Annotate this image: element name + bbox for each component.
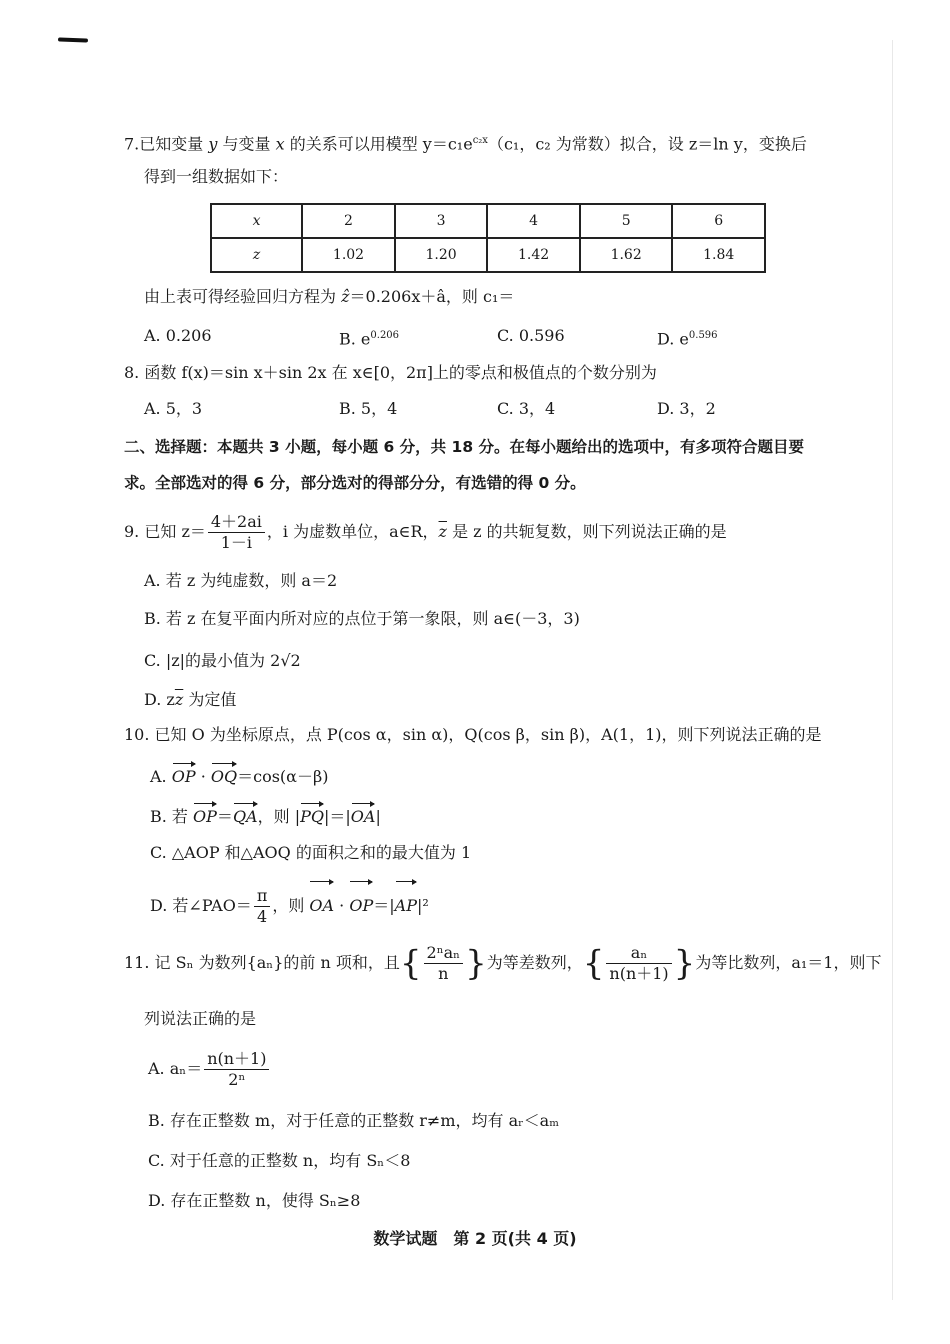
q7-regression-line: 由上表可得经验回归方程为 ẑ＝0.206x＋â，则 c₁＝: [144, 287, 515, 306]
table-header-x: x: [211, 204, 302, 238]
table-cell: 3: [395, 204, 488, 238]
q10-option-a: A. OP · OQ＝cos(α－β): [150, 760, 328, 788]
q8-option-d: D. 3，2: [657, 399, 716, 418]
q11-option-b: B. 存在正整数 m，对于任意的正整数 r≠m，均有 aᵣ＜aₘ: [148, 1111, 560, 1130]
q9-option-c: C. |z|的最小值为 2√2: [144, 651, 301, 670]
q9-stem: 9. 已知 z＝ $\frac{4+2ai}{1-i}$ ，i 为虚数单位，a∈R，$\overline{z}$ 是 z 的共轭复数，则下列说法正确的是: [124, 512, 727, 552]
q8-option-c: C. 3，4: [497, 399, 556, 418]
q11-fraction-1: $\frac{\text{2ⁿaₙ}}{n}$: [424, 943, 464, 984]
section2-heading-line2: 求。全部选对的得 6 分，部分选对的得部分分，有选错的得 0 分。: [124, 474, 586, 492]
q7-option-a: A. 0.206: [144, 326, 212, 345]
table-cell: 1.02: [302, 238, 395, 272]
q7-option-d: D. $e^{0.596}$: [657, 329, 718, 349]
q9-option-a: A. 若 z 为纯虚数，则 a＝2: [144, 571, 338, 590]
q11-stem-line2: 列说法正确的是: [144, 1009, 257, 1028]
table-cell: 4: [487, 204, 580, 238]
table-cell: 1.62: [580, 238, 673, 272]
scan-mark: [58, 37, 88, 42]
q11-fraction-2: $\frac{\text{aₙ}}{n(n+1)}$: [606, 943, 671, 984]
q10-stem: 10. 已知 O 为坐标原点，点 P(cos α，sin α)，Q(cos β，sin β)，A(1，1)，则下列说法正确的是: [124, 725, 822, 744]
q7-data-table: [210, 203, 766, 273]
table-cell: 5: [580, 204, 673, 238]
q7-stem-line2: 得到一组数据如下：: [144, 167, 289, 186]
section2-heading-line1: 二、选择题：本题共 3 小题，每小题 6 分，共 18 分。在每小题给出的选项中，有多项符合题目要: [124, 438, 805, 456]
q11-option-a-fraction: $\frac{n(n+1)}{\text{2ⁿ}}$: [204, 1049, 269, 1090]
q11-option-a: A. aₙ＝ $\frac{n(n+1)}{\text{2ⁿ}}$: [148, 1046, 271, 1092]
q8-option-a: A. 5，3: [144, 399, 203, 418]
q8-stem: 8. 函数 f(x)＝sin x＋sin 2x 在 x∈[0，2π]上的零点和极值点的个数分别为: [124, 363, 657, 382]
table-header-z: z: [211, 238, 302, 272]
table-cell: 2: [302, 204, 395, 238]
table-cell: 1.84: [672, 238, 765, 272]
table-cell: 1.42: [487, 238, 580, 272]
q7-option-b: B. $e^{0.206}$: [339, 329, 400, 349]
scan-edge: [892, 40, 893, 1300]
table-row: [211, 204, 765, 238]
table-row: [211, 238, 765, 272]
q11-option-c: C. 对于任意的正整数 n，均有 Sₙ＜8: [148, 1151, 411, 1170]
page-footer: 数学试题 第 2 页(共 4 页): [373, 1229, 577, 1248]
q8-option-b: B. 5，4: [339, 399, 398, 418]
q10-option-c: C. △AOP 和△AOQ 的面积之和的最大值为 1: [150, 843, 472, 862]
q9-fraction: $\frac{4+2ai}{1-i}$: [208, 512, 265, 553]
table-cell: 6: [672, 204, 765, 238]
table-cell: 1.20: [395, 238, 488, 272]
q10-fraction: $\frac{\pi}{4}$: [254, 886, 271, 927]
q7-stem-line1: 7.已知变量 y 与变量 x 的关系可以用模型 $y=c_1e^{c_2x}(c_1$，c₂ 为常数）拟合，设 z＝ln y，变换后: [124, 134, 807, 154]
q10-option-b: B. 若 OP＝QA，则 |PQ|＝|OA|: [150, 800, 381, 828]
q11-option-d: D. 存在正整数 n，使得 Sₙ≥8: [148, 1191, 361, 1210]
q9-option-b: B. 若 z 在复平面内所对应的点位于第一象限，则 a∈(－3，3): [144, 609, 580, 628]
q11-stem-line1: 11. 记 Sₙ 为数列{aₙ}的前 n 项和，且{ $\frac{\text{2ⁿaₙ}}{n}$ }为等差数列，{ $\frac{\text{aₙ}}{n(n+1)}$ }为等比数列，a₁＝1，则下: [124, 943, 882, 984]
q7-option-c: C. 0.596: [497, 326, 565, 345]
q9-option-d: D. $z\overline{z}$ 为定值: [144, 690, 237, 709]
q10-option-d: D. 若∠PAO＝ $\frac{\pi}{4}$ ，则 OA · OP＝|AP|²: [150, 878, 429, 928]
